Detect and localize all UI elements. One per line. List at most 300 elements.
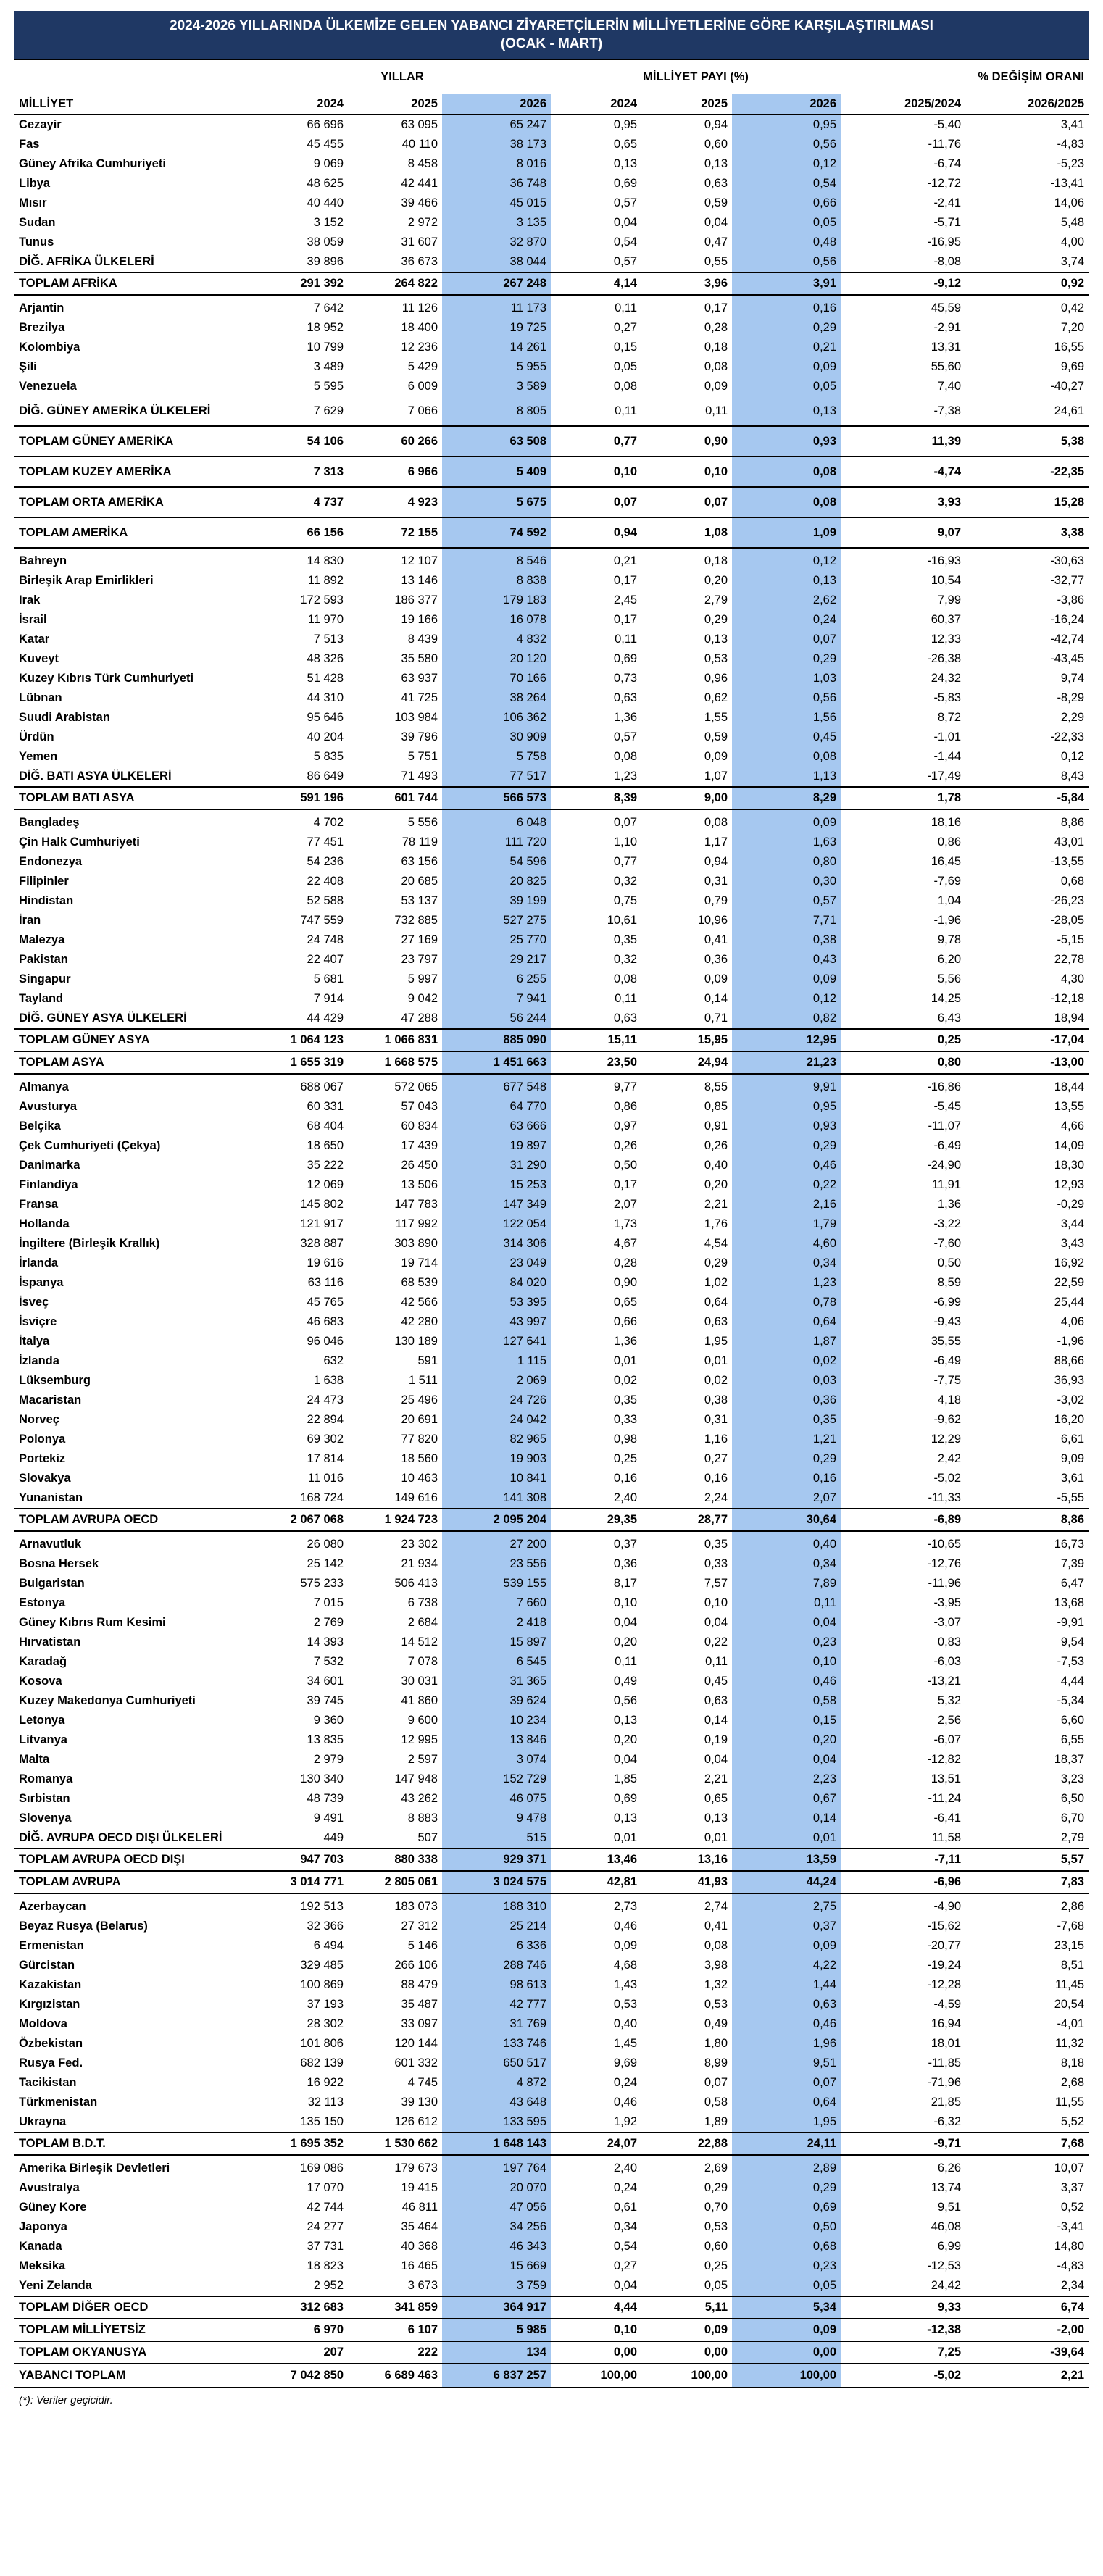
share-2025-cell: 0,09 <box>641 2319 732 2341</box>
count-2025-cell: 117 992 <box>395 1217 438 1230</box>
count-2025-cell: 63 095 <box>401 118 438 131</box>
share-2025-cell: 0,35 <box>704 1538 728 1551</box>
share-2026-cell: 0,37 <box>732 1917 841 1936</box>
share-2025-cell: 0,47 <box>704 235 728 249</box>
table-row <box>14 1074 1089 1097</box>
change-2025-2024-cell: -6,07 <box>933 1733 962 1746</box>
share-2026-cell: 7,89 <box>732 1574 841 1593</box>
count-2026-cell: 63 508 <box>442 426 551 457</box>
change-2025-2024-cell: 24,42 <box>931 2279 962 2292</box>
nationality-cell: TOPLAM ASYA <box>14 1051 254 1074</box>
change-2026-2025-cell: 18,94 <box>1054 1012 1085 1025</box>
share-2024-cell: 0,86 <box>613 1100 638 1113</box>
change-2026-2025-cell: 3,61 <box>1060 1472 1085 1485</box>
share-2026-cell: 0,50 <box>732 2217 841 2237</box>
change-2026-2025-cell: 13,68 <box>1054 1596 1085 1609</box>
count-2024-cell: 12 069 <box>307 1178 344 1191</box>
count-2026-cell: 3 589 <box>442 377 551 396</box>
share-2024-cell: 4,14 <box>551 272 641 295</box>
nationality-cell: Portekiz <box>19 1452 66 1465</box>
share-2024-cell: 0,10 <box>613 1596 638 1609</box>
change-2026-2025-cell: 4,00 <box>1060 235 1085 249</box>
share-2026-cell: 0,46 <box>732 1156 841 1175</box>
count-2024-cell: 168 724 <box>300 1491 344 1504</box>
change-2026-2025-cell: 0,42 <box>1060 301 1085 314</box>
share-2025-cell: 0,53 <box>704 2220 728 2233</box>
nationality-cell: Beyaz Rusya (Belarus) <box>19 1920 148 1933</box>
table-row <box>14 1449 1089 1469</box>
count-2026-cell: 19 897 <box>442 1136 551 1156</box>
count-2026-cell: 515 <box>442 1828 551 1848</box>
count-2024-cell: 86 649 <box>307 770 344 783</box>
count-2025-cell: 39 130 <box>401 2096 438 2109</box>
change-2025-2024-cell: 46,08 <box>931 2220 962 2233</box>
share-2025-cell: 5,11 <box>641 2296 732 2319</box>
change-2025-2024-cell: -9,62 <box>933 1413 962 1426</box>
change-2026-2025-cell: 13,55 <box>1054 1100 1085 1113</box>
share-2026-cell: 0,57 <box>732 891 841 911</box>
share-2025-cell: 0,08 <box>704 360 728 373</box>
count-2026-cell: 27 200 <box>442 1531 551 1554</box>
count-2024-cell: 39 745 <box>307 1694 344 1707</box>
table-row <box>14 1750 1089 1770</box>
share-2025-cell: 0,04 <box>704 216 728 229</box>
table-row <box>14 2198 1089 2217</box>
nationality-cell: Kırgızistan <box>19 1998 80 2011</box>
nationality-cell: Kazakistan <box>19 1978 82 1991</box>
nationality-cell: Avusturya <box>19 1100 78 1113</box>
table-row <box>14 1917 1089 1936</box>
table-row <box>14 2054 1089 2073</box>
count-2025-cell: 42 441 <box>401 177 438 190</box>
share-2025-cell: 0,07 <box>641 487 732 517</box>
share-2024-cell: 23,50 <box>551 1051 641 1074</box>
nationality-cell: Danimarka <box>19 1159 80 1172</box>
change-2026-2025-cell: -13,41 <box>1050 177 1085 190</box>
change-2026-2025-cell: -16,24 <box>1050 613 1085 626</box>
count-2025-cell: 7 066 <box>407 404 438 417</box>
change-2025-2024-cell: -11,76 <box>928 138 962 151</box>
share-2025-cell: 2,21 <box>704 1772 728 1785</box>
table-row <box>14 688 1089 708</box>
change-2026-2025-cell: 5,38 <box>965 426 1089 457</box>
count-2025-cell: 40 368 <box>401 2240 438 2253</box>
count-2026-cell: 267 248 <box>442 272 551 295</box>
count-2024-cell: 18 952 <box>307 321 344 334</box>
change-2026-2025-cell: -13,55 <box>1050 855 1085 868</box>
change-2026-2025-cell: 3,44 <box>1060 1217 1085 1230</box>
table-row <box>14 1117 1089 1136</box>
count-2024-cell: 6 494 <box>313 1939 344 1952</box>
share-2024-cell: 0,69 <box>613 177 638 190</box>
share-2026-cell: 44,24 <box>732 1871 841 1893</box>
count-2024-cell: 6 970 <box>254 2319 348 2341</box>
nationality-cell: Tunus <box>19 235 54 249</box>
count-2024-cell: 291 392 <box>254 272 348 295</box>
nationality-cell: Bangladeş <box>19 816 80 829</box>
count-2026-cell: 43 997 <box>442 1312 551 1332</box>
share-2026-cell: 0,64 <box>732 1312 841 1332</box>
nationality-cell: TOPLAM BATI ASYA <box>14 787 254 809</box>
count-2024-cell: 95 646 <box>307 711 344 724</box>
change-group-header: % DEĞİŞİM ORANI <box>841 59 1089 94</box>
count-2025-cell: 43 262 <box>401 1792 438 1805</box>
count-2024-cell: 66 696 <box>307 118 344 131</box>
share-2026-cell: 0,78 <box>732 1293 841 1312</box>
count-2024-cell: 632 <box>323 1354 344 1367</box>
change-2025-2024-cell: -11,96 <box>928 1577 962 1590</box>
count-2026-cell: 54 596 <box>442 852 551 872</box>
count-2024-cell: 9 491 <box>313 1812 344 1825</box>
table-row <box>14 1995 1089 2014</box>
count-2024-cell: 24 277 <box>307 2220 344 2233</box>
change-2025-2024-cell: -13,21 <box>927 1675 962 1688</box>
nationality-cell: Yemen <box>19 750 58 763</box>
share-2024-cell: 0,46 <box>613 1920 638 1933</box>
change-2025-2024-cell: -8,08 <box>933 255 962 268</box>
count-2026-cell: 15 253 <box>442 1175 551 1195</box>
share-2025-cell: 0,22 <box>704 1635 728 1648</box>
count-2024-cell: 2 952 <box>313 2279 344 2292</box>
nationality-cell: Cezayir <box>19 118 62 131</box>
change-2026-2025-cell: 2,79 <box>1060 1831 1085 1844</box>
share-2024-cell: 0,27 <box>613 321 638 334</box>
count-2025-cell: 601 744 <box>348 787 442 809</box>
nationality-cell: Suudi Arabistan <box>19 711 110 724</box>
count-2024-cell: 1 695 352 <box>254 2133 348 2155</box>
share-2024-cell: 0,54 <box>613 235 638 249</box>
nationality-cell: TOPLAM AVRUPA OECD <box>14 1509 254 1531</box>
count-2026-cell: 122 054 <box>442 1214 551 1234</box>
share-2024-cell: 0,20 <box>613 1635 638 1648</box>
change-2026-2025-cell: 2,86 <box>1060 1900 1085 1913</box>
share-2025-cell: 9,00 <box>641 787 732 809</box>
share-2026-cell: 0,24 <box>732 610 841 630</box>
count-2025-cell: 36 673 <box>401 255 438 268</box>
change-2025-2024-cell: 35,55 <box>931 1335 962 1348</box>
count-2026-cell: 8 805 <box>442 396 551 426</box>
change-2025-2024-cell: 4,18 <box>937 1393 962 1406</box>
share-2024-cell: 0,40 <box>613 2017 638 2030</box>
change-2026-2025-cell: 36,93 <box>1054 1374 1085 1387</box>
share-2024-cell: 0,07 <box>613 816 638 829</box>
share-2024-cell: 0,63 <box>613 1012 638 1025</box>
table-row <box>14 1893 1089 1917</box>
change-2025-2024-cell: -6,89 <box>841 1509 965 1531</box>
change-2026-2025-cell: 9,74 <box>1060 672 1085 685</box>
share-2025-cell: 0,01 <box>704 1831 728 1844</box>
count-2026-cell: 650 517 <box>442 2054 551 2073</box>
table-row <box>14 833 1089 852</box>
change-2025-2024-cell: 0,80 <box>841 1051 965 1074</box>
share-2026-cell: 0,08 <box>732 747 841 767</box>
change-2025-2024-cell: 13,51 <box>931 1772 962 1785</box>
share-2025-cell: 0,28 <box>704 321 728 334</box>
share-2026-cell: 0,13 <box>732 396 841 426</box>
nationality-cell: Malta <box>19 1753 50 1766</box>
count-2024-cell: 3 152 <box>313 216 344 229</box>
count-2026-cell: 9 478 <box>442 1809 551 1828</box>
count-2026-cell: 527 275 <box>442 911 551 930</box>
count-2026-cell: 23 049 <box>442 1254 551 1273</box>
count-2026-cell: 1 115 <box>442 1351 551 1371</box>
count-2024-cell: 34 601 <box>307 1675 344 1688</box>
count-2025-cell: 18 560 <box>401 1452 438 1465</box>
table-row <box>14 1195 1089 1214</box>
share-2026-cell: 0,23 <box>732 2256 841 2276</box>
share-2026-cell: 0,66 <box>732 193 841 213</box>
nationality-cell: TOPLAM B.D.T. <box>14 2133 254 2155</box>
count-2025-cell: 3 673 <box>407 2279 438 2292</box>
nationality-cell: Yunanistan <box>19 1491 83 1504</box>
count-2025-cell: 591 <box>417 1354 438 1367</box>
share-2024-cell: 4,44 <box>551 2296 641 2319</box>
change-2025-2024-cell: -2,91 <box>933 321 962 334</box>
count-2024-cell: 192 513 <box>300 1900 344 1913</box>
share-2024-cell: 0,94 <box>551 517 641 548</box>
count-2026-cell: 133 746 <box>442 2034 551 2054</box>
change-2025-2024-cell: -6,49 <box>933 1139 962 1152</box>
change-2026-2025-cell: -43,45 <box>1050 652 1085 665</box>
change-2025-2024-cell: -11,33 <box>928 1491 962 1504</box>
count-2026-cell: 133 595 <box>442 2112 551 2133</box>
count-2026-cell: 539 155 <box>442 1574 551 1593</box>
count-2026-cell: 141 308 <box>442 1488 551 1509</box>
share-2025-cell: 0,04 <box>704 1616 728 1629</box>
count-2025-cell: 47 288 <box>401 1012 438 1025</box>
count-2024-cell: 51 428 <box>307 672 344 685</box>
table-row <box>14 1554 1089 1574</box>
table-row <box>14 548 1089 571</box>
nationality-cell: Letonya <box>19 1714 65 1727</box>
nationality-cell: Kuveyt <box>19 652 59 665</box>
share-2024-cell: 0,61 <box>613 2201 638 2214</box>
count-2024-cell: 11 970 <box>307 613 344 626</box>
change-2025-2024-cell: -9,12 <box>841 272 965 295</box>
change-2026-2025-cell: 7,39 <box>1060 1557 1085 1570</box>
table-row <box>14 1097 1089 1117</box>
count-2025-cell: 880 338 <box>348 1848 442 1871</box>
share-2024-cell: 0,97 <box>613 1120 638 1133</box>
count-2025-cell: 25 496 <box>401 1393 438 1406</box>
share-2025-cell: 1,80 <box>704 2037 728 2050</box>
count-2025-cell: 23 302 <box>401 1538 438 1551</box>
count-2025-cell: 1 530 662 <box>348 2133 442 2155</box>
nationality-cell: TOPLAM KUZEY AMERİKA <box>14 457 254 487</box>
share-2024-cell: 0,24 <box>613 2076 638 2089</box>
share-2026-cell: 0,22 <box>732 1175 841 1195</box>
change-2025-2024-cell: 18,16 <box>931 816 962 829</box>
share-2025-cell: 1,08 <box>641 517 732 548</box>
share-2025-cell: 0,36 <box>704 953 728 966</box>
share-2026-cell: 0,09 <box>732 809 841 833</box>
share-2024-cell: 0,10 <box>551 457 641 487</box>
count-2026-cell: 1 451 663 <box>442 1051 551 1074</box>
share-2026-cell: 0,58 <box>732 1691 841 1711</box>
table-row <box>14 1312 1089 1332</box>
count-2026-cell: 3 135 <box>442 213 551 233</box>
change-2025-2024-cell: 21,85 <box>931 2096 962 2109</box>
change-2025-2024-cell: 10,54 <box>931 574 962 587</box>
count-2026-cell: 36 748 <box>442 174 551 193</box>
nationality-cell: Mısır <box>19 196 47 209</box>
change-2025-2024-cell: -6,03 <box>933 1655 962 1668</box>
change-2026-2025-cell: -4,01 <box>1057 2017 1085 2030</box>
table-row <box>14 377 1089 396</box>
table-row <box>14 1652 1089 1672</box>
share-2025-cell: 0,13 <box>704 1812 728 1825</box>
count-2024-cell: 96 046 <box>307 1335 344 1348</box>
share-2024-cell: 100,00 <box>551 2364 641 2388</box>
change-2025-2024-cell: 11,39 <box>841 426 965 457</box>
count-2026-cell: 5 985 <box>442 2319 551 2341</box>
count-2025-cell: 8 458 <box>407 157 438 170</box>
nationality-cell: Kuzey Makedonya Cumhuriyeti <box>19 1694 196 1707</box>
change-2026-2025-cell: 16,73 <box>1054 1538 1085 1551</box>
count-2024-cell: 54 236 <box>307 855 344 868</box>
table-row <box>14 1391 1089 1410</box>
table-row <box>14 891 1089 911</box>
change-2025-2024-cell: -6,32 <box>933 2115 962 2128</box>
nationality-cell: Fas <box>19 138 40 151</box>
table-row <box>14 970 1089 989</box>
change-2026-2025-cell: -7,68 <box>1057 1920 1085 1933</box>
count-2025-cell: 41 860 <box>401 1694 438 1707</box>
nationality-cell: DİĞ. BATI ASYA ÜLKELERİ <box>19 770 172 783</box>
change-2025-2024-cell: 1,04 <box>937 894 962 907</box>
nationality-cell: Ürdün <box>19 730 54 743</box>
share-2024-cell: 0,17 <box>613 613 638 626</box>
count-2024-cell: 38 059 <box>307 235 344 249</box>
change-2026-2025-cell: 0,52 <box>1060 2201 1085 2214</box>
count-2024-cell: 101 806 <box>300 2037 344 2050</box>
nationality-cell: İngiltere (Birleşik Krallık) <box>19 1237 160 1250</box>
share-2025-cell: 0,53 <box>704 1998 728 2011</box>
share-2024-cell: 1,36 <box>613 711 638 724</box>
change-2025-2024-cell: 7,25 <box>841 2341 965 2364</box>
change-2025-2024-cell: 6,43 <box>937 1012 962 1025</box>
share-2024-cell: 1,36 <box>613 1335 638 1348</box>
share-2025-cell: 0,45 <box>704 1675 728 1688</box>
count-2024-cell: 7 313 <box>254 457 348 487</box>
count-2024-cell: 7 015 <box>313 1596 344 1609</box>
change-2025-2024-cell: 6,20 <box>937 953 962 966</box>
count-2024-cell: 682 139 <box>300 2056 344 2069</box>
share-2025-cell: 0,02 <box>704 1374 728 1387</box>
share-2024-cell: 0,27 <box>613 2259 638 2272</box>
count-2024-cell: 449 <box>323 1831 344 1844</box>
title-line-2: (OCAK - MART) <box>500 36 603 51</box>
count-2026-cell: 31 365 <box>442 1672 551 1691</box>
change-2026-2025-cell: 22,78 <box>1054 953 1085 966</box>
count-2025-cell: 39 466 <box>401 196 438 209</box>
share-2025-cell: 0,60 <box>704 138 728 151</box>
total-row <box>14 517 1089 548</box>
nationality-cell: Pakistan <box>19 953 68 966</box>
share-2025-cell: 2,21 <box>704 1198 728 1211</box>
share-2024-cell: 0,11 <box>615 404 638 417</box>
share-2024-cell: 0,35 <box>613 1393 638 1406</box>
nationality-cell: Arjantin <box>19 301 64 314</box>
share-header: 2026 <box>732 94 841 114</box>
count-2025-cell: 183 073 <box>394 1900 438 1913</box>
total-row <box>14 457 1089 487</box>
nationality-cell: DİĞ. AFRİKA ÜLKELERİ <box>19 255 154 268</box>
count-2026-cell: 20 120 <box>442 649 551 669</box>
change-2025-2024-cell: 2,42 <box>937 1452 962 1465</box>
change-2025-2024-cell: -4,59 <box>933 1998 962 2011</box>
change-2025-2024-cell: 16,94 <box>931 2017 962 2030</box>
nationality-cell: Sırbistan <box>19 1792 70 1805</box>
count-2026-cell: 6 048 <box>442 809 551 833</box>
share-2025-cell: 1,02 <box>704 1276 728 1289</box>
change-2026-2025-cell: 3,37 <box>1060 2181 1085 2194</box>
change-2025-2024-cell: -12,82 <box>927 1753 962 1766</box>
count-2024-cell: 17 814 <box>307 1452 344 1465</box>
count-2025-cell: 35 580 <box>401 652 438 665</box>
share-2026-cell: 0,08 <box>732 487 841 517</box>
count-2026-cell: 5 675 <box>442 487 551 517</box>
change-2025-2024-cell: -4,90 <box>933 1900 962 1913</box>
count-2024-cell: 3 014 771 <box>254 1871 348 1893</box>
nationality-cell: TOPLAM DİĞER OECD <box>14 2296 254 2319</box>
change-2025-2024-cell: -2,41 <box>933 196 962 209</box>
share-2026-cell: 9,91 <box>732 1074 841 1097</box>
count-2025-cell: 147 783 <box>394 1198 438 1211</box>
change-2025-2024-cell: -3,95 <box>933 1596 962 1609</box>
nationality-cell: Belçika <box>19 1120 61 1133</box>
share-2024-cell: 0,05 <box>613 360 638 373</box>
count-2026-cell: 47 056 <box>442 2198 551 2217</box>
nationality-cell: Azerbaycan <box>19 1900 86 1913</box>
count-2026-cell: 288 746 <box>442 1956 551 1975</box>
share-2024-cell: 0,37 <box>613 1538 638 1551</box>
nationality-cell: TOPLAM AVRUPA <box>14 1871 254 1893</box>
change-2026-2025-cell: 9,69 <box>1060 360 1085 373</box>
count-2025-cell: 12 107 <box>401 554 438 567</box>
share-2025-cell: 10,96 <box>697 914 728 927</box>
change-2025-2024-cell: -15,62 <box>927 1920 962 1933</box>
table-row <box>14 649 1089 669</box>
count-2025-cell: 732 885 <box>394 914 438 927</box>
total-row <box>14 787 1089 809</box>
share-2025-cell: 0,85 <box>704 1100 728 1113</box>
share-2024-cell: 1,92 <box>613 2115 638 2128</box>
count-2025-cell: 78 119 <box>401 835 438 849</box>
nationality-cell: TOPLAM MİLLİYETSİZ <box>14 2319 254 2341</box>
share-2024-cell: 13,46 <box>551 1848 641 1871</box>
share-2024-cell: 0,21 <box>613 554 638 567</box>
share-2026-cell: 0,12 <box>732 548 841 571</box>
table-header-groups <box>14 59 1089 94</box>
count-2026-cell: 20 070 <box>442 2178 551 2198</box>
share-2025-cell: 0,29 <box>704 613 728 626</box>
share-2026-cell: 0,15 <box>732 1711 841 1730</box>
count-2026-cell: 15 897 <box>442 1633 551 1652</box>
change-2026-2025-cell: 20,54 <box>1054 1998 1085 2011</box>
change-2026-2025-cell: -22,35 <box>965 457 1089 487</box>
nationality-cell: Kosova <box>19 1675 62 1688</box>
share-2025-cell: 100,00 <box>641 2364 732 2388</box>
share-2025-cell: 1,07 <box>704 770 728 783</box>
share-2024-cell: 0,65 <box>613 138 638 151</box>
table-row <box>14 1691 1089 1711</box>
share-2026-cell: 2,89 <box>732 2155 841 2178</box>
nationality-cell: Yeni Zelanda <box>19 2279 92 2292</box>
count-2026-cell: 11 173 <box>442 295 551 318</box>
share-2024-cell: 0,07 <box>551 487 641 517</box>
share-2026-cell: 0,21 <box>732 338 841 357</box>
